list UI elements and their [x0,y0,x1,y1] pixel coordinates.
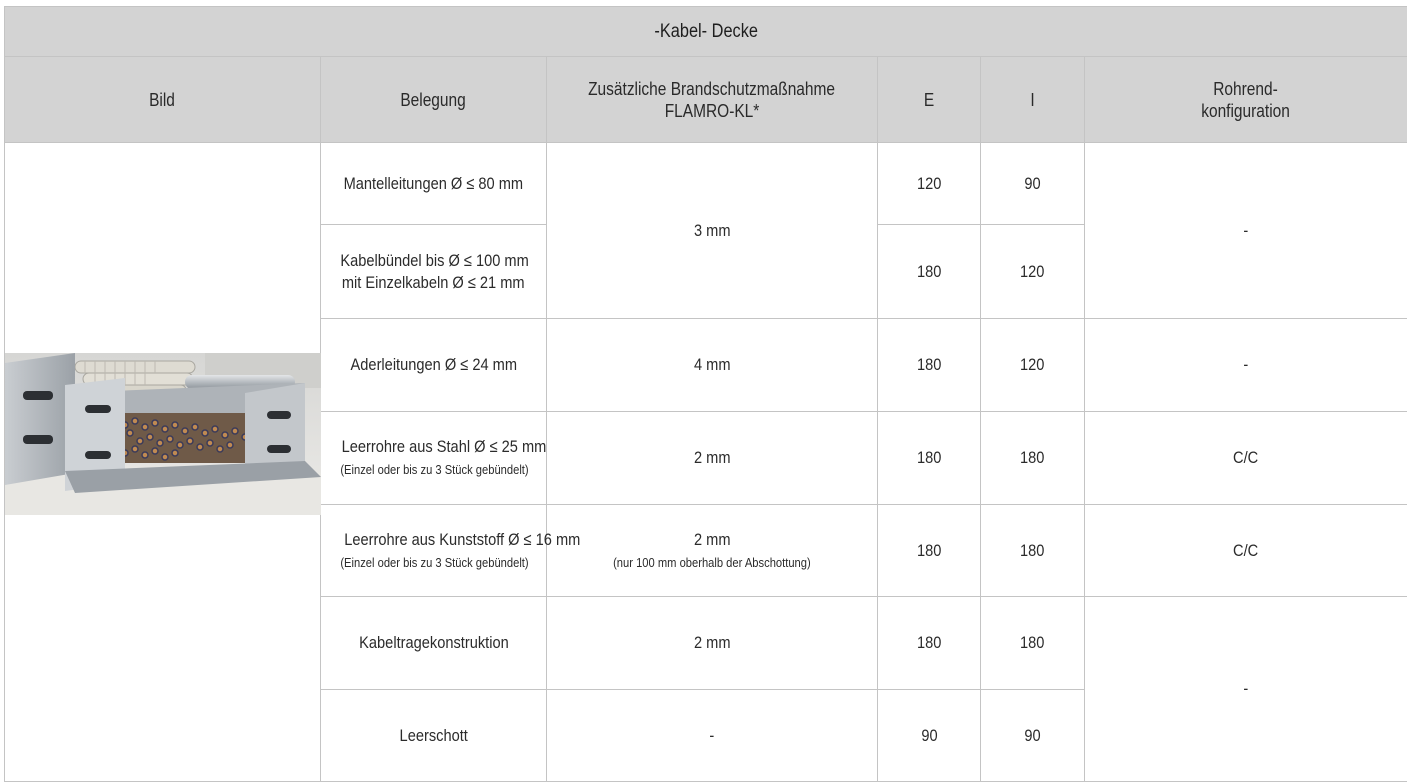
belegung-cell: Leerrohre aus Kunststoff Ø ≤ 16 mm (Einzel oder bis zu 3 Stück gebündelt) [321,505,547,597]
i-cell: 180 [981,597,1085,690]
i-cell: 90 [981,690,1085,782]
massnahme-cell: 2 mm (nur 100 mm oberhalb der Abschottung) [547,505,878,597]
belegung-cell: Kabeltragekonstruktion [321,597,547,690]
table-title: -Kabel- Decke [5,7,1407,57]
e-cell: 120 [878,143,981,225]
rohrend-cell: C/C [1085,505,1407,597]
rohrend-cell: - [1085,319,1407,412]
belegung-cell: Kabelbündel bis Ø ≤ 100 mm mit Einzelkabeln Ø ≤ 21 mm [321,225,547,319]
i-cell: 180 [981,505,1085,597]
cable-tray-photo [5,353,321,515]
belegung-cell: Aderleitungen Ø ≤ 24 mm [321,319,547,412]
e-cell: 180 [878,319,981,412]
e-cell: 180 [878,505,981,597]
i-cell: 120 [981,225,1085,319]
massnahme-cell: 4 mm [547,319,878,412]
massnahme-cell: 2 mm [547,597,878,690]
image-cell [5,143,321,782]
i-cell: 90 [981,143,1085,225]
header-e: E [878,57,981,143]
massnahme-cell: 3 mm [547,143,878,319]
header-massnahme: Zusätzliche Brandschutzmaßnahme FLAMRO-KL* [547,57,878,143]
rohrend-cell: C/C [1085,412,1407,505]
e-cell: 180 [878,412,981,505]
e-cell: 90 [878,690,981,782]
table-row [5,143,1407,225]
e-cell: 180 [878,225,981,319]
belegung-cell: Leerschott [321,690,547,782]
massnahme-cell: - [547,690,878,782]
rohrend-cell: - [1085,143,1407,319]
fire-protection-table [4,6,1407,782]
header-rohrend: Rohrend- konfiguration [1085,57,1407,143]
belegung-cell: Leerrohre aus Stahl Ø ≤ 25 mm (Einzel oder bis zu 3 Stück gebündelt) [321,412,547,505]
header-bild: Bild [5,57,321,143]
belegung-cell: Mantelleitungen Ø ≤ 80 mm [321,143,547,225]
i-cell: 180 [981,412,1085,505]
i-cell: 120 [981,319,1085,412]
rohrend-cell: - [1085,597,1407,782]
header-belegung: Belegung [321,57,547,143]
massnahme-cell: 2 mm [547,412,878,505]
e-cell: 180 [878,597,981,690]
header-i: I [981,57,1085,143]
